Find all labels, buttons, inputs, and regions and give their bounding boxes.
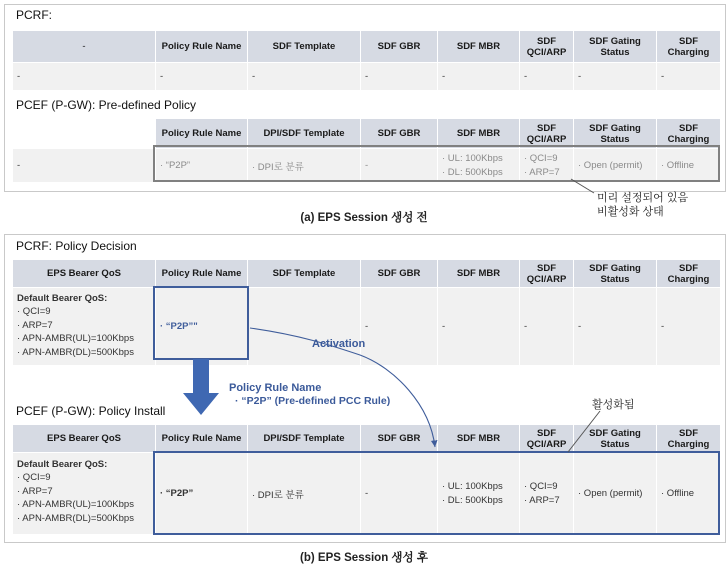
predefined-note: 미리 설정되어 있음 비활성화 상태 bbox=[597, 192, 689, 218]
pcrf-a-cell: - bbox=[248, 63, 361, 91]
pcef-a-header-cell: SDF Charging bbox=[657, 119, 721, 149]
pcef-a-header-cell: SDF QCI/ARP bbox=[520, 119, 574, 149]
pcrf-b-title: PCRF: Policy Decision bbox=[16, 239, 137, 253]
pcrf-b-header-cell: SDF Gating Status bbox=[574, 260, 657, 288]
qos-line: · ARP=7 bbox=[17, 485, 53, 497]
pcef-b-cell: · DPI로 분류 bbox=[248, 453, 361, 535]
pcef-a-cell: · DPI로 분류 bbox=[248, 149, 361, 183]
pcef-b-cell: · “P2P” bbox=[156, 453, 248, 535]
pcrf-a-header-cell: SDF Gating Status bbox=[574, 31, 657, 63]
qos-line: · QCI=9 bbox=[17, 472, 51, 483]
pcrf-b-cell: - bbox=[438, 288, 520, 366]
qos-line: · ARP=7 bbox=[17, 319, 53, 331]
pcrf-b-cell: - bbox=[574, 288, 657, 366]
pcef-b-cell: · Offline bbox=[657, 453, 721, 535]
pcrf-a-cell: - bbox=[520, 63, 574, 91]
qos-line: · QCI=9 bbox=[17, 306, 51, 317]
qos-heading: Default Bearer QoS: bbox=[17, 293, 108, 304]
pcrf-b-header-cell: SDF Charging bbox=[657, 260, 721, 288]
pcrf-a-header-cell: SDF QCI/ARP bbox=[520, 31, 574, 63]
pcrf-a-header-cell: SDF GBR bbox=[361, 31, 438, 63]
qos-line: · APN-AMBR(DL)=500Kbps bbox=[17, 512, 134, 524]
pcrf-b-cell: - bbox=[657, 288, 721, 366]
pcef-a-title: PCEF (P-GW): Pre-defined Policy bbox=[16, 98, 197, 112]
pcrf-a-header-cell: SDF MBR bbox=[438, 31, 520, 63]
qos-heading: Default Bearer QoS: bbox=[17, 459, 108, 470]
qos-line: · APN-AMBR(DL)=500Kbps bbox=[17, 346, 134, 358]
pcef-b-title: PCEF (P-GW): Policy Install bbox=[16, 404, 166, 418]
pcrf-b-header-cell: SDF MBR bbox=[438, 260, 520, 288]
pcef-b-header-cell: DPI/SDF Template bbox=[248, 425, 361, 453]
pcrf-b-header-cell: Policy Rule Name bbox=[156, 260, 248, 288]
pcef-b-cell: · Open (permit) bbox=[574, 453, 657, 535]
pcef-a-header-cell: SDF MBR bbox=[438, 119, 520, 149]
figure-b-caption: (b) EPS Session 생성 후 bbox=[300, 552, 428, 564]
pcrf-a-header-cell: SDF Template bbox=[248, 31, 361, 63]
figure-a-caption: (a) EPS Session 생성 전 bbox=[300, 212, 428, 224]
pcef-b-header-cell: SDF GBR bbox=[361, 425, 438, 453]
pcrf-b-cell: - bbox=[361, 288, 438, 366]
pcef-b-cell: · QCI=9 · ARP=7 bbox=[520, 453, 574, 535]
pcef-b-cell: - bbox=[361, 453, 438, 535]
install-label: Policy Rule Name bbox=[229, 382, 322, 394]
pcrf-b-header-cell: EPS Bearer QoS bbox=[13, 260, 156, 288]
pcrf-a-header-cell: SDF Charging bbox=[657, 31, 721, 63]
pcef-a-cell: · Offline bbox=[657, 149, 721, 183]
pcef-b-header-cell: SDF Charging bbox=[657, 425, 721, 453]
pcef-b-cell: · UL: 100Kbps · DL: 500Kbps bbox=[438, 453, 520, 535]
pcrf-a-cell: - bbox=[156, 63, 248, 91]
pcrf-a-title: PCRF: bbox=[16, 8, 52, 22]
pcrf-b-header-cell: SDF Template bbox=[248, 260, 361, 288]
pcef-a-cell: · QCI=9 · ARP=7 bbox=[520, 149, 574, 183]
pcrf-b-rule-name: · “P2P”" bbox=[156, 288, 248, 366]
pcrf-a-header-cell: - bbox=[13, 31, 156, 63]
pcrf-a-header-cell: Policy Rule Name bbox=[156, 31, 248, 63]
activation-label: Activation bbox=[312, 338, 366, 350]
pcef-b-header-cell: EPS Bearer QoS bbox=[13, 425, 156, 453]
pcef-a-header-cell: SDF Gating Status bbox=[574, 119, 657, 149]
pcrf-a-cell: - bbox=[438, 63, 520, 91]
pcef-b-header-cell: SDF MBR bbox=[438, 425, 520, 453]
pcrf-b-header-cell: SDF QCI/ARP bbox=[520, 260, 574, 288]
install-value: · “P2P” (Pre-defined PCC Rule) bbox=[235, 395, 391, 407]
activated-connector-line bbox=[568, 411, 600, 452]
pcrf-b-cell: - bbox=[520, 288, 574, 366]
pcrf-a-cell: - bbox=[574, 63, 657, 91]
qos-line: · APN-AMBR(UL)=100Kbps bbox=[17, 333, 134, 344]
pcef-a-cell: - bbox=[361, 149, 438, 183]
pcrf-a-cell: - bbox=[657, 63, 721, 91]
pcrf-a-cell: - bbox=[13, 63, 156, 91]
pcef-b-header-cell: SDF Gating Status bbox=[574, 425, 657, 453]
pcrf-a-cell: - bbox=[361, 63, 438, 91]
pcef-a-cell: · Open (permit) bbox=[574, 149, 657, 183]
pcef-a-header-cell: DPI/SDF Template bbox=[248, 119, 361, 149]
pcef-a-header-cell: SDF GBR bbox=[361, 119, 438, 149]
pcef-b-header-cell: Policy Rule Name bbox=[156, 425, 248, 453]
note-connector-line bbox=[571, 179, 594, 193]
install-down-arrow bbox=[183, 359, 219, 415]
pcef-a-cell: · “P2P” bbox=[156, 149, 248, 183]
pcef-a-header-cell: Policy Rule Name bbox=[156, 119, 248, 149]
pcef-b-header-cell: SDF QCI/ARP bbox=[520, 425, 574, 453]
pcef-a-cell: - bbox=[13, 149, 156, 183]
pcrf-b-header-cell: SDF GBR bbox=[361, 260, 438, 288]
activated-note: 활성화됨 bbox=[592, 399, 635, 411]
qos-line: · APN-AMBR(UL)=100Kbps bbox=[17, 499, 134, 510]
pcef-a-cell: · UL: 100Kbps · DL: 500Kbps bbox=[438, 149, 520, 183]
